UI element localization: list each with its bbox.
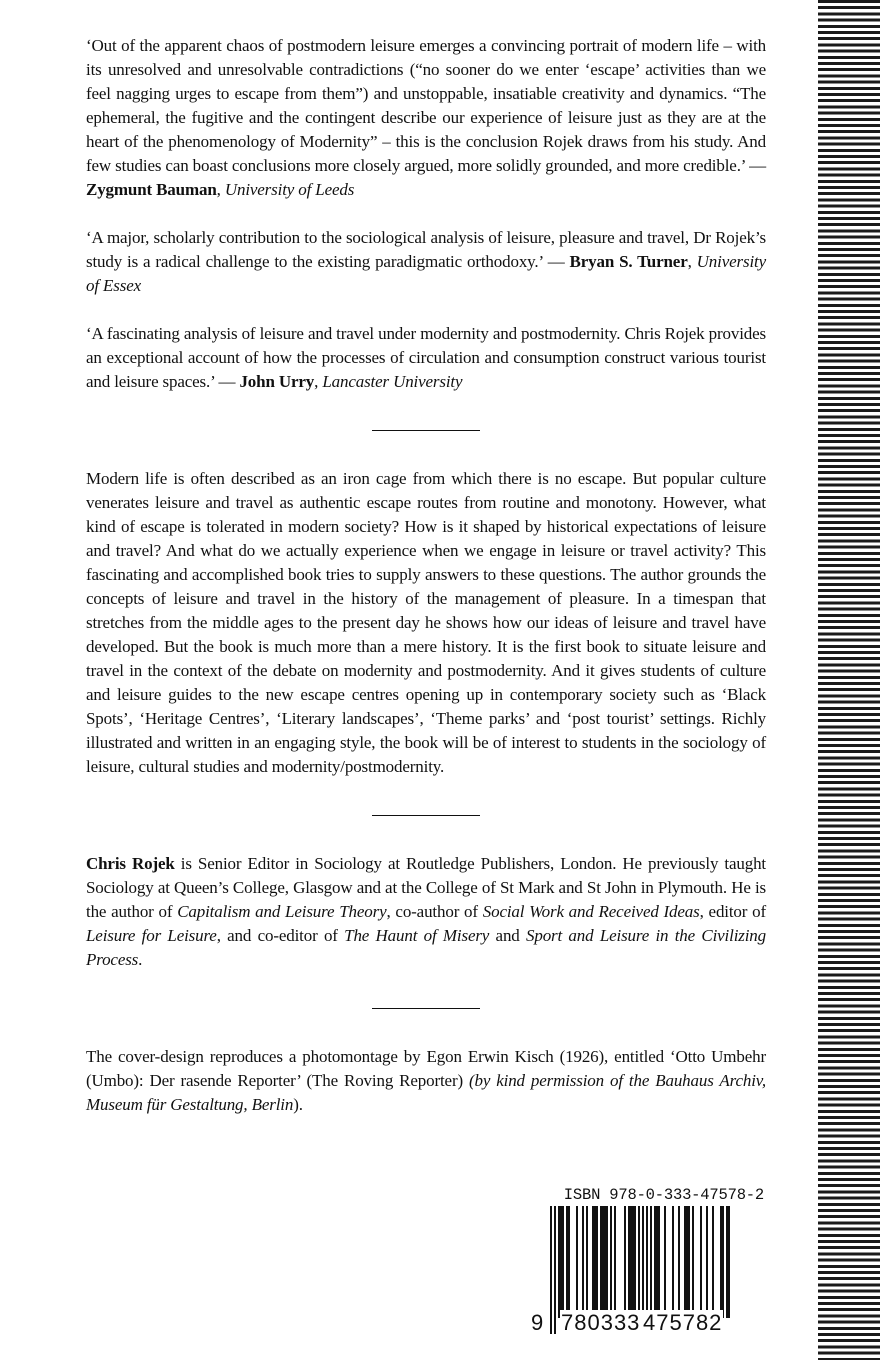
quote-affiliation: University of Essex <box>86 252 766 295</box>
barcode-bar <box>576 1206 578 1318</box>
barcode-bar <box>604 1206 606 1318</box>
back-cover-text <box>86 34 766 1117</box>
barcode-bar <box>592 1206 594 1318</box>
barcode-bar <box>550 1206 552 1334</box>
author-bio: Chris Rojek is Senior Editor in Sociology at Routledge Publishers, London. He previously taught Sociology at Queen’s College, Glasgow and at the College of St Mark and St John in Plymouth. He is the author of Capitalism and Leisure Theory, co-author of Social Work and Received Ideas, editor of Leisure for Leisure, and co-editor of The Haunt of Misery and Sport and Leisure in the Civilizing Process. <box>86 854 767 969</box>
barcode-bar <box>600 1206 602 1318</box>
barcode-bar <box>606 1206 608 1318</box>
barcode-bar <box>634 1206 636 1318</box>
isbn-first-digit: 9 <box>531 1310 544 1335</box>
barcode-bar <box>566 1206 568 1318</box>
barcode-bar <box>638 1206 640 1318</box>
isbn-label: ISBN 978-0-333-47578-2 <box>563 1186 764 1204</box>
isbn-right-digits: 475782 <box>643 1310 723 1335</box>
spine-stripes <box>818 0 880 1360</box>
barcode-bar <box>720 1206 722 1318</box>
barcode-bar <box>568 1206 570 1318</box>
barcode-bar <box>558 1206 560 1318</box>
barcode-bar <box>610 1206 612 1318</box>
barcode-bar <box>706 1206 708 1318</box>
barcode-bar <box>700 1206 702 1318</box>
barcode-bar <box>596 1206 598 1318</box>
barcode-bar <box>614 1206 616 1318</box>
barcode-bar <box>664 1206 666 1318</box>
quote-author: Bryan S. Turner <box>569 252 688 271</box>
quote-affiliation: Lancaster University <box>322 372 463 391</box>
barcode-bar <box>560 1206 562 1318</box>
barcode-bar <box>654 1206 656 1318</box>
barcode-bar <box>692 1206 694 1318</box>
barcode-bar <box>630 1206 632 1318</box>
quote-affiliation: University of Leeds <box>224 180 355 199</box>
quote-author: John Urry <box>239 372 315 391</box>
barcode-bar <box>678 1206 680 1318</box>
barcode-bar <box>650 1206 652 1318</box>
isbn-barcode <box>520 1186 764 1336</box>
barcode-bar <box>726 1206 728 1318</box>
cover-design-note: The cover-design reproduces a photomontage by Egon Erwin Kisch (1926), entitled ‘Otto Umbehr (Umbo): Der rasende Reporter’ (The Roving Reporter) (by kind permission of the Bauhaus Archiv, Museum für Gestaltung, Berlin). <box>86 1047 766 1114</box>
barcode-bar <box>728 1206 730 1318</box>
barcode-bar <box>688 1206 690 1318</box>
barcode-bar <box>712 1206 714 1318</box>
barcode-bar <box>562 1206 564 1318</box>
barcode-bar <box>586 1206 588 1318</box>
barcode-bar <box>722 1206 724 1318</box>
barcode-bar <box>656 1206 658 1318</box>
barcode-bar <box>632 1206 634 1318</box>
author-name: Chris Rojek <box>86 854 175 873</box>
isbn-left-digits: 780333 <box>561 1310 641 1335</box>
barcode-bar <box>602 1206 604 1318</box>
barcode-bar <box>684 1206 686 1318</box>
quote-bauman: ‘Out of the apparent chaos of postmodern leisure emerges a convincing portrait of modern life – with its unresolved and unresolvable contradictions (“no sooner do we enter ‘escape’ activities than we feel nagging urges to escape from them”) and unstoppable, insatiable creativity and dynamics. “The ephemeral, the fugitive and the contingent describe our experience of leisure just as they are at the heart of the phenomenology of Modernity” – this is the conclusion Rojek draws from his study. And few studies can boast conclusions more closely argued, more solidly grounded, and more credible.’ — Zygmunt Bauman, University of Leeds <box>86 36 766 199</box>
quote-turner: ‘A major, scholarly contribution to the sociological analysis of leisure, pleasure and travel, Dr Rojek’s study is a radical challenge to the existing paradigmatic orthodoxy.’ — Bryan S. Turner, University of Essex <box>86 228 766 295</box>
quote-author: Zygmunt Bauman <box>86 180 217 199</box>
barcode-bar <box>554 1206 556 1334</box>
barcode-bar <box>582 1206 584 1318</box>
barcode-bar <box>628 1206 630 1318</box>
book-description: Modern life is often described as an iron cage from which there is no escape. But popular culture venerates leisure and travel as authentic escape routes from routine and monotony. However, what kind of escape is tolerated in modern society? How is it shaped by historical expectations of leisure and travel? And what do we actually experience when we engage in leisure or travel activity? This fascinating and accomplished book tries to supply answers to these questions. The author grounds the concepts of leisure and travel in the history of the management of pleasure. In a timespan that stretches from the middle ages to the present day he shows how our ideas of leisure and travel have developed. But the book is much more than a mere history. It is the first book to situate leisure and travel in the context of the debate on modernity and postmodernity. And it gives students of culture and leisure guides to the new escape centres opening up in contemporary society such as ‘Black Spots’, ‘Heritage Centres’, ‘Literary landscapes’, ‘Theme parks’ and ‘post tourist’ settings. Richly illustrated and written in an engaging style, the book will be of interest to students in the sociology of leisure, cultural studies and modernity/postmodernity. <box>86 469 766 776</box>
barcode-bar <box>624 1206 626 1318</box>
barcode-bar <box>672 1206 674 1318</box>
quote-urry: ‘A fascinating analysis of leisure and travel under modernity and postmodernity. Chris Rojek provides an exceptional account of how the processes of circulation and consumption construct various tourist and leisure spaces.’ — John Urry, Lancaster University <box>86 324 766 391</box>
barcode-bar <box>594 1206 596 1318</box>
barcode-bar <box>658 1206 660 1318</box>
barcode-bar <box>686 1206 688 1318</box>
